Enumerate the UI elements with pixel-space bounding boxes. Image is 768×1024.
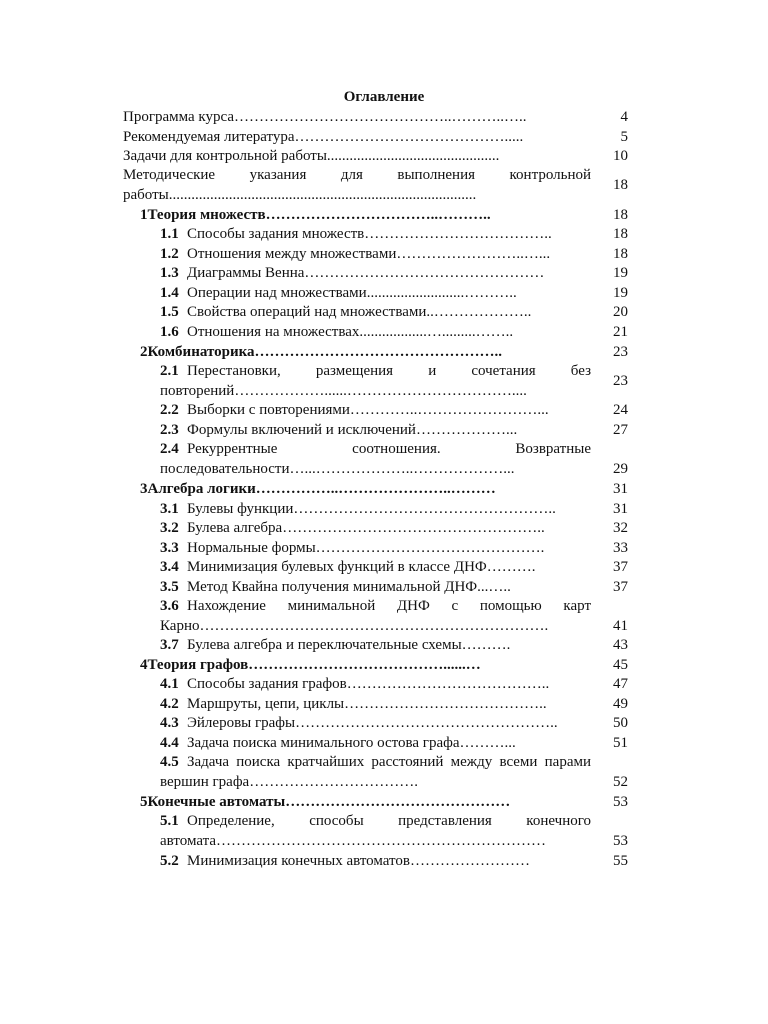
section-number: 1.2 bbox=[160, 246, 179, 262]
toc-page-number: 51 bbox=[613, 735, 628, 751]
toc-entry bbox=[0, 165, 768, 205]
toc-section bbox=[0, 439, 768, 479]
toc-page-number: 20 bbox=[613, 304, 628, 320]
section-number: 2.1 bbox=[160, 363, 179, 379]
chapter-number: 2 bbox=[140, 344, 148, 360]
section-number: 3.3 bbox=[160, 540, 179, 556]
section-title: Операции над множествами..........................……….. bbox=[187, 285, 517, 301]
section-title: Булева алгебра и переключательные схемы………. bbox=[187, 637, 511, 653]
toc-page-number: 29 bbox=[613, 461, 628, 477]
toc-page-number: 18 bbox=[613, 177, 628, 193]
chapter-title: Комбинаторика………………………………………….. bbox=[147, 344, 503, 360]
toc-entry-text: Рекомендуемая литература……………………………………..... bbox=[123, 129, 524, 145]
chapter-title: Алгебра логики……………..…………………..……… bbox=[147, 481, 496, 497]
section-title: Формулы включений и исключений………………... bbox=[187, 422, 518, 438]
section-title: Задача поиска кратчайших расстояний между всеми парами вершин графа……………………………. bbox=[160, 754, 591, 790]
section-number: 4.3 bbox=[160, 715, 179, 731]
section-number: 1.6 bbox=[160, 324, 179, 340]
section-title: Минимизация конечных автоматов…………………… bbox=[187, 853, 531, 869]
chapter-title: Теория множеств……………………………..……….. bbox=[147, 207, 491, 223]
section-number: 5.2 bbox=[160, 853, 179, 869]
toc-page-number: 49 bbox=[613, 696, 628, 712]
toc-page-number: 4 bbox=[620, 109, 628, 125]
section-number: 1.4 bbox=[160, 285, 179, 301]
toc-page-number: 41 bbox=[613, 618, 628, 634]
section-number: 2.3 bbox=[160, 422, 179, 438]
section-number: 3.4 bbox=[160, 559, 179, 575]
section-title: Способы задания множеств……………………………….. bbox=[187, 226, 552, 242]
toc-page-number: 45 bbox=[613, 657, 628, 673]
section-title: Минимизация булевых функций в классе ДНФ………. bbox=[187, 559, 536, 575]
toc-page-number: 5 bbox=[620, 129, 628, 145]
section-number: 3.5 bbox=[160, 579, 179, 595]
section-number: 2.2 bbox=[160, 402, 179, 418]
toc-page-number: 50 bbox=[613, 715, 628, 731]
toc-page-number: 53 bbox=[613, 833, 628, 849]
section-number: 3.7 bbox=[160, 637, 179, 653]
chapter-title: Конечные автоматы……………………………………… bbox=[147, 794, 511, 810]
toc-page-number: 19 bbox=[613, 285, 628, 301]
toc-page-number: 32 bbox=[613, 520, 628, 536]
section-title: Задача поиска минимального остова графа………... bbox=[187, 735, 516, 751]
toc-page-number: 24 bbox=[613, 402, 628, 418]
section-number: 3.6 bbox=[160, 598, 179, 614]
section-number: 1.5 bbox=[160, 304, 179, 320]
toc-section bbox=[0, 811, 768, 851]
toc-section bbox=[0, 596, 768, 636]
section-number: 4.5 bbox=[160, 754, 179, 770]
section-title: Эйлеровы графы…………………………………………….. bbox=[187, 715, 558, 731]
toc-page-number: 47 bbox=[613, 676, 628, 692]
section-title: Отношения между множествами……………………..…... bbox=[187, 246, 551, 262]
toc-page-number: 21 bbox=[613, 324, 628, 340]
section-title: Свойства операций над множествами..……………….. bbox=[187, 304, 532, 320]
toc-page-number: 23 bbox=[613, 344, 628, 360]
toc-section bbox=[0, 361, 768, 401]
toc-page-number: 31 bbox=[613, 501, 628, 517]
section-title: Способы задания графов………………………………….. bbox=[187, 676, 550, 692]
toc-page-number: 33 bbox=[613, 540, 628, 556]
section-title: Отношения на множествах..................….........…….. bbox=[187, 324, 514, 340]
chapter-number: 5 bbox=[140, 794, 148, 810]
section-number: 4.4 bbox=[160, 735, 179, 751]
toc-title: Оглавление bbox=[343, 89, 425, 105]
section-title: Булева алгебра…………………………………………….. bbox=[187, 520, 545, 536]
chapter-number: 1 bbox=[140, 207, 148, 223]
section-title: Рекуррентные соотношения. Возвратные последовательности…...………………..………………... bbox=[160, 441, 591, 477]
toc-entry-text: Программа курса……………………………………..………..….. bbox=[123, 109, 527, 125]
section-number: 4.1 bbox=[160, 676, 179, 692]
section-title: Нахождение минимальной ДНФ с помощью карт Карно……………………………………………………………. bbox=[160, 598, 591, 634]
chapter-number: 3 bbox=[140, 481, 148, 497]
section-number: 3.1 bbox=[160, 501, 179, 517]
toc-page-number: 37 bbox=[613, 579, 628, 595]
toc-page-number: 55 bbox=[613, 853, 628, 869]
toc-page-number: 18 bbox=[613, 246, 628, 262]
toc-page-number: 53 bbox=[613, 794, 628, 810]
toc-page-number: 18 bbox=[613, 207, 628, 223]
toc-page-number: 19 bbox=[613, 265, 628, 281]
section-title: Определение, способы представления конечного автомата………………………………………………………… bbox=[160, 813, 591, 849]
section-title: Метод Квайна получения минимальной ДНФ...….. bbox=[187, 579, 511, 595]
section-title: Выборки с повторениями…………..……………………... bbox=[187, 402, 549, 418]
section-title: Булевы функции…………………………………………….. bbox=[187, 501, 556, 517]
toc-entry-text: Задачи для контрольной работы.............................................. bbox=[123, 148, 500, 164]
chapter-title: Теория графов…………………………………......… bbox=[147, 657, 481, 673]
toc-page-number: 43 bbox=[613, 637, 628, 653]
toc-page-number: 52 bbox=[613, 774, 628, 790]
section-number: 1.3 bbox=[160, 265, 179, 281]
toc-page-number: 18 bbox=[613, 226, 628, 242]
section-number: 2.4 bbox=[160, 441, 179, 457]
section-number: 3.2 bbox=[160, 520, 179, 536]
toc-page-number: 23 bbox=[613, 373, 628, 389]
section-number: 1.1 bbox=[160, 226, 179, 242]
section-number: 5.1 bbox=[160, 813, 179, 829]
section-title: Перестановки, размещения и сочетания без повторений………………......…………………………….... bbox=[160, 363, 591, 399]
section-title: Диаграммы Венна………………………………………… bbox=[187, 265, 545, 281]
toc-page-number: 37 bbox=[613, 559, 628, 575]
section-title: Нормальные формы………………………………………. bbox=[187, 540, 545, 556]
section-title: Маршруты, цепи, циклы………………………………….. bbox=[187, 696, 547, 712]
toc-section bbox=[0, 752, 768, 792]
chapter-number: 4 bbox=[140, 657, 148, 673]
toc-entry-text: Методические указания для выполнения контрольной работы.................................................................................. bbox=[123, 167, 591, 203]
toc-page-number: 31 bbox=[613, 481, 628, 497]
section-number: 4.2 bbox=[160, 696, 179, 712]
toc-page-number: 27 bbox=[613, 422, 628, 438]
toc-page-number: 10 bbox=[613, 148, 628, 164]
